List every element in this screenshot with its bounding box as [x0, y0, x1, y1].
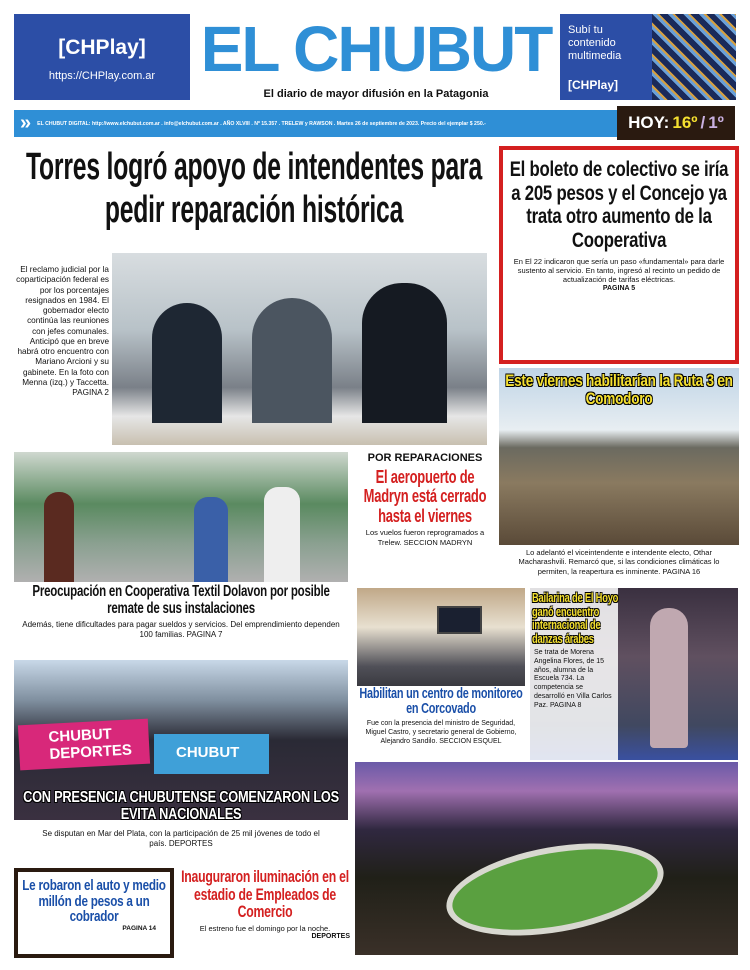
temp-sep: / — [700, 113, 706, 132]
evita-body: Se disputan en Mar del Plata, con la participación de 25 mil jóvenes de todo el país. DEPORTES — [42, 829, 320, 849]
textil-headline[interactable]: Preocupación en Cooperativa Textil Dolavon por posible remate de sus instalaciones — [32, 583, 330, 617]
ruta-headline[interactable]: Este viernes habilitarían la Ruta 3 en Comodoro — [505, 371, 733, 408]
monitoreo-photo — [357, 588, 525, 686]
boleto-headline: El boleto de colectivo se iría a 205 pesos y el Concejo ya trata otro aumento de la Cooperativa — [509, 157, 729, 252]
chevron-right-icon: » — [20, 112, 32, 134]
main-headline[interactable]: Torres logró apoyo de intendentes para pedir reparación histórica — [25, 146, 483, 231]
chplay-url: https://CHPlay.com.ar — [48, 70, 156, 82]
main-photo — [112, 253, 487, 445]
boleto-page: PAGINA 5 — [602, 284, 636, 292]
estadio-photo — [355, 762, 738, 955]
aeropuerto-body: Los vuelos fueron reprogramados a Trelew. SECCION MADRYN — [365, 528, 485, 547]
textil-body: Además, tiene dificultades para pagar sueldos y servicios. Del emprendimiento dependen 100 familias. PAGINA 7 — [22, 620, 340, 640]
promo-text: Subí tu contenido multimedia — [568, 24, 622, 63]
bailarina-headline[interactable]: Bailarina de El Hoyo ganó encuentro internacional de danzas árabes — [532, 590, 619, 646]
aeropuerto-kicker: POR REPARACIONES — [367, 452, 483, 464]
iluminacion-headline[interactable]: Inauguraron iluminación en el estadio de Empleados de Comercio — [181, 867, 349, 922]
temp-min: 1º — [708, 113, 724, 132]
main-body: El reclamo judicial por la coparticipación federal es por los porcentajes resignados en 1984. El gobernador electo continúa las reuniones con jefes comunales. Anticipó que en breve habrá otro encuentro con Mariano Arcioni y su gabinete. En la foto con Menna (izq.) y Taccetta. PAGINA 2 — [16, 265, 109, 397]
aeropuerto-headline[interactable]: El aeropuerto de Madryn está cerrado hasta el viernes — [363, 466, 487, 526]
robaron-page: PAGINA 14 — [122, 924, 156, 932]
ruta-body: Lo adelantó el viceintendente e intendente electo, Othar Macharashvili. Remarcó que, si las condiciones climáticas lo permiten, la reapertura es inminente. PAGINA 16 — [518, 548, 720, 576]
temp-max: 16º — [672, 113, 698, 132]
bailarina-body: Se trata de Morena Angelina Flores, de 15 años, alumna de la Escuela 734. La competencia se desarrolló en Villa Carlos Paz. PAGINA 8 — [534, 649, 612, 709]
logo: EL CHUBUT — [200, 13, 552, 85]
tagline: El diario de mayor difusión en la Patagonia — [263, 88, 489, 100]
monitoreo-body: Fue con la presencia del ministro de Seguridad, Miguel Castro, y secretario general de Gobierno, Alejandro Sandilo. SECCION ESQUEL — [365, 720, 517, 745]
chplay-promo-left[interactable] — [14, 14, 190, 100]
info-strip — [14, 110, 617, 137]
chubut-deportes-banner: CHUBUT DEPORTES — [18, 719, 150, 771]
boleto-body: En El 22 indicaron que sería un paso «fundamental» para darle sustento al servicio. En tanto, ingresó al recinto un pedido de actualización de tarifas eléctricas. — [513, 256, 725, 285]
textil-photo — [14, 452, 348, 582]
robaron-headline: Le robaron el auto y medio millón de pesos a un cobrador — [22, 877, 166, 926]
chplay-brand: [CHPlay] — [568, 78, 619, 92]
monitoreo-headline[interactable]: Habilitan un centro de monitoreo en Corcovado — [359, 686, 523, 718]
robaron-story[interactable] — [14, 868, 174, 958]
chplay-promo-right[interactable] — [560, 14, 736, 100]
chplay-brand: [CHPlay] — [58, 36, 146, 59]
weather-label: HOY: — [628, 113, 670, 132]
boleto-story[interactable] — [499, 146, 739, 364]
weather-box — [617, 106, 735, 140]
evita-headline[interactable]: CON PRESENCIA CHUBUTENSE COMENZARON LOS EVITA NACIONALES — [23, 789, 339, 823]
iluminacion-section: DEPORTES — [311, 933, 350, 941]
iluminacion-body: El estreno fue el domingo por la noche. — [199, 924, 331, 934]
chubut-banner: CHUBUT — [154, 734, 269, 774]
edition-info: EL CHUBUT DIGITAL: http://www.elchubut.com.ar . info@elchubut.com.ar . AÑO XLVIII . Nº 15.357 . TRELEW y RAWSON . Martes 26 de septiembre de 2023. Precio del ejemplar $ 250.- — [37, 120, 486, 127]
